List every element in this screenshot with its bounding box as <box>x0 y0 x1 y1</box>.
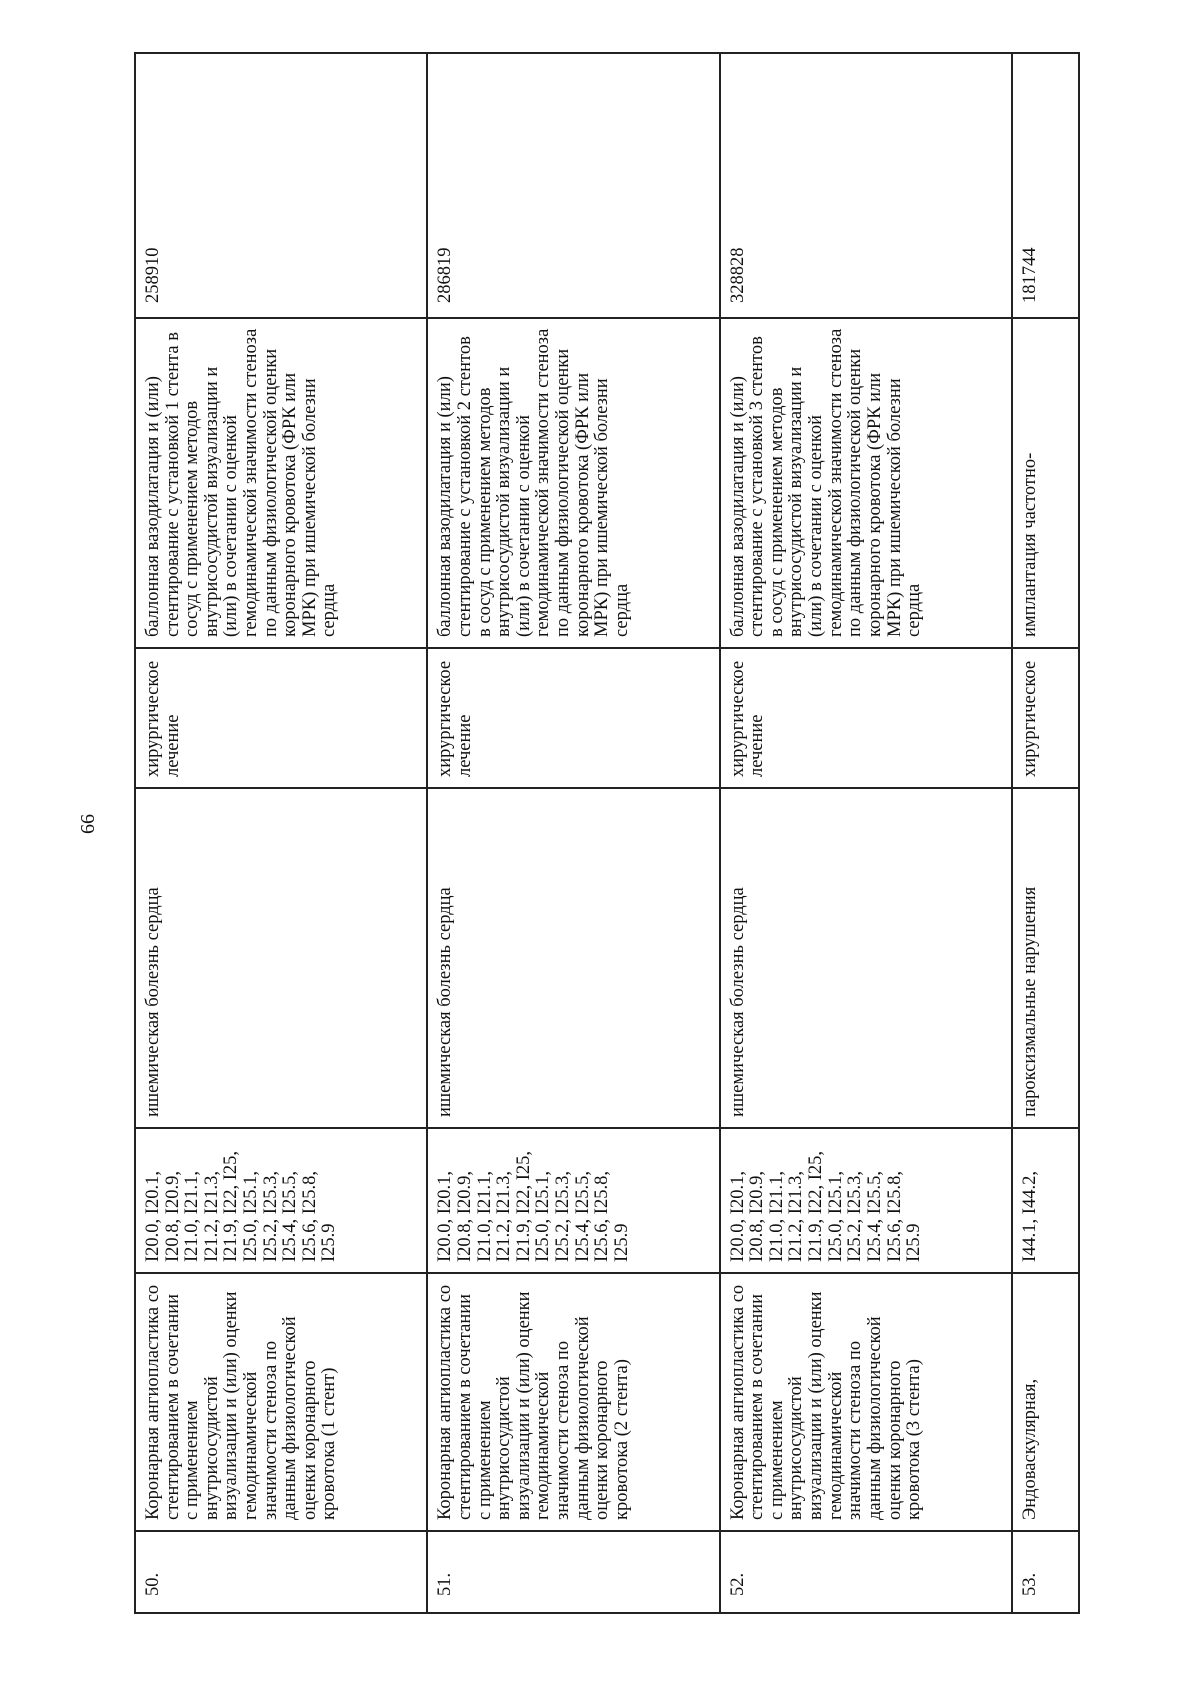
treatment-type: хирургическое лечение <box>427 648 719 788</box>
price: 181744 <box>1012 53 1079 318</box>
price: 258910 <box>135 53 427 318</box>
icd-codes: I20.0, I20.1, I20.8, I20.9, I21.0, I21.1, I21.2, I21.3, I21.9, I22, I25, I25.0, I25.1, I25.2, I25.3, I25.4, I25.5, I25.6, I25.8, I25.9 <box>427 1128 719 1273</box>
table-row <box>1012 53 1079 1613</box>
service-name: Коронарная ангиопластика со стентированием в сочетании с применением внутрисосудистой визуализации и (или) оценки гемодинамической значимости стеноза по данным физиологической оценки коронарного кровотока (3 стента) <box>720 1273 1012 1531</box>
service-name: Коронарная ангиопластика со стентированием в сочетании с применением внутрисосудистой визуализации и (или) оценки гемодинамической значимости стеноза по данным физиологической оценки коронарного кровотока (2 стента) <box>427 1273 719 1531</box>
table-row <box>427 53 719 1613</box>
icd-codes: I20.0, I20.1, I20.8, I20.9, I21.0, I21.1, I21.2, I21.3, I21.9, I22, I25, I25.0, I25.1, I25.2, I25.3, I25.4, I25.5, I25.6, I25.8, I25.9 <box>135 1128 427 1273</box>
treatment-type: хирургическое лечение <box>135 648 427 788</box>
services-table-wrapper <box>134 54 1080 1614</box>
page-number: 66 <box>77 814 99 834</box>
treatment-type: хирургическое лечение <box>720 648 1012 788</box>
patient-model: ишемическая болезнь сердца <box>427 788 719 1128</box>
row-number: 50. <box>135 1531 427 1613</box>
treatment-method: баллонная вазодилатация и (или) стентирование с установкой 2 стентов в сосуд с применением методов внутрисосудистой визуализации и (или) в сочетании с оценкой гемодинамической значимости стеноза по данным физиологической оценки коронарного кровотока (ФРК или МРК) при ишемической болезни сердца <box>427 318 719 648</box>
treatment-method: баллонная вазодилатация и (или) стентирование с установкой 3 стентов в сосуд с применением методов внутрисосудистой визуализации и (или) в сочетании с оценкой гемодинамической значимости стеноза по данным физиологической оценки коронарного кровотока (ФРК или МРК) при ишемической болезни сердца <box>720 318 1012 648</box>
icd-codes: I44.1, I44.2, <box>1012 1128 1079 1273</box>
patient-model: ишемическая болезнь сердца <box>720 788 1012 1128</box>
table-row <box>135 53 427 1613</box>
treatment-method: имплантация частотно- <box>1012 318 1079 648</box>
patient-model: ишемическая болезнь сердца <box>135 788 427 1128</box>
table-row <box>720 53 1012 1613</box>
price: 328828 <box>720 53 1012 318</box>
price: 286819 <box>427 53 719 318</box>
services-table <box>134 52 1080 1614</box>
icd-codes: I20.0, I20.1, I20.8, I20.9, I21.0, I21.1, I21.2, I21.3, I21.9, I22, I25, I25.0, I25.1, I25.2, I25.3, I25.4, I25.5, I25.6, I25.8, I25.9 <box>720 1128 1012 1273</box>
service-name: Коронарная ангиопластика со стентированием в сочетании с применением внутрисосудистой визуализации и (или) оценки гемодинамической значимости стеноза по данным физиологической оценки коронарного кровотока (1 стент) <box>135 1273 427 1531</box>
row-number: 53. <box>1012 1531 1079 1613</box>
row-number: 51. <box>427 1531 719 1613</box>
row-number: 52. <box>720 1531 1012 1613</box>
patient-model: пароксизмальные нарушения <box>1012 788 1079 1128</box>
treatment-method: баллонная вазодилатация и (или) стентирование с установкой 1 стента в сосуд с применением методов внутрисосудистой визуализации и (или) в сочетании с оценкой гемодинамической значимости стеноза по данным физиологической оценки коронарного кровотока (ФРК или МРК) при ишемической болезни сердца <box>135 318 427 648</box>
service-name: Эндоваскулярная, <box>1012 1273 1079 1531</box>
treatment-type: хирургическое <box>1012 648 1079 788</box>
